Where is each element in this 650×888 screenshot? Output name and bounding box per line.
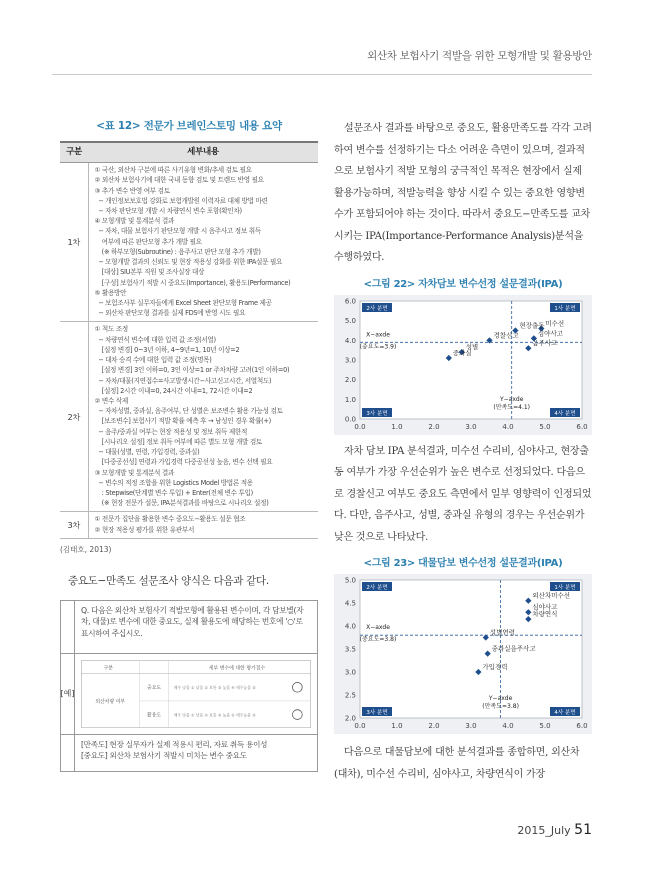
quadrant-label: 2사 분면	[366, 305, 388, 312]
detail-line: − 대차 승격 수에 대한 입력 값 조정(명목)	[94, 356, 212, 365]
example-row-importance: 중요도	[147, 685, 162, 692]
x-tick-label: 5.0	[539, 422, 551, 431]
detail-line: [설정 변경] 0~3년 이하, 4~9년=1, 10년 이상=2	[94, 345, 240, 354]
detail-line: [시나리오 설정] 정보 취득 여부에 따른 별도 모형 개발 검토	[94, 437, 262, 446]
detail-line: − 개인정보보호법 강화로 보험개발원 이력자료 대체 방법 마련	[94, 196, 268, 205]
detail-line: 여부에 따른 판단모형 추가 개발 필요	[94, 237, 202, 246]
x-tick-label: 6.0	[576, 422, 588, 431]
detail-line: ① 전문가 집단을 활용한 변수 중요도−활용도 설문 협조	[94, 515, 246, 524]
y-axe-value: (만족도=3.8)	[482, 703, 519, 710]
detail-line: − 외산차 판단모형 결과를 실제 FDS에 반영 시도 필요	[94, 309, 246, 318]
x-axe-label: X−axde	[366, 624, 390, 632]
quadrant-label: 1사 분면	[554, 305, 576, 312]
detail-line: (※ 현장 전문가 설문, IPA분석결과를 바탕으로 시나리오 설정)	[94, 499, 269, 508]
x-tick-label: 0.0	[354, 422, 366, 431]
note-satisfaction: [만족도] 현장 실무자가 실제 적용시 편리, 자료 취득 용이성	[81, 740, 268, 750]
x-tick-label: 0.0	[354, 722, 366, 730]
data-point-label: 음주사고	[532, 338, 558, 347]
example-scale-usage: 매우 낮음 ① 낮음 ② 보통 ③ 높음 ④ 매우높음 ⑤	[173, 712, 256, 718]
y-tick-label: 5.0	[344, 316, 356, 325]
data-point-label: 차량연식	[532, 610, 558, 619]
table-row	[60, 512, 318, 538]
survey-body	[75, 601, 317, 771]
ipa-chart-own-damage	[334, 295, 592, 435]
y-tick-label: 3.0	[344, 356, 356, 364]
table-source: (김태호, 2013)	[60, 544, 112, 554]
detail-line: − 대물(성별, 연령, 가입경력, 중과실)	[94, 448, 200, 457]
survey-notes	[75, 735, 317, 771]
right-column	[334, 118, 592, 785]
table-header-row	[60, 142, 318, 163]
y-tick-label: 5.0	[344, 576, 356, 585]
issue-label: 2015_July	[517, 824, 571, 837]
detail-line: [설정 변경] 3인 이하=0, 3인 이상=1 or 주차차량 고려(1인 이하=0)	[94, 366, 290, 375]
quadrant-label: 4사 분면	[554, 709, 576, 716]
detail-line: ③ 추가 변수 반영 여부 검토	[94, 186, 170, 195]
x-tick-label: 4.0	[502, 722, 514, 730]
quadrant-label: 4사 분면	[554, 410, 576, 417]
question-text: 다음은 외산차 보험사기 적발모형에 활용된 변수이며, 각 담보별(자차, 대물)로 변수에 대한 중요도, 실제 활용도에 해당하는 번호에 '○'로 표시하여 주십시오.	[81, 605, 304, 638]
detail-line: − 자차, 대물 보험사기 판단모형 개발 시 음주사고 정보 취득	[94, 227, 261, 236]
detail-line: [설정] 2시간 이내=0, 24시간 이내=1, 72시간 이내=2	[94, 386, 253, 395]
detail-line: − 자차 판단모형 개발 시 차량연식 변수 포함(확인차)	[94, 207, 242, 216]
y-tick-label: 4.0	[344, 622, 356, 631]
data-point-label: 가입경력	[482, 663, 508, 671]
detail-line: − 차량연식 변수에 대한 입력 값 조정(서열)	[94, 335, 216, 344]
x-axe-value: (중요도=3.9)	[359, 342, 397, 350]
quadrant-label: 2사 분면	[366, 584, 388, 591]
detail-line: ② 외산차 보험사기에 대한 국내 동향 검토 및 트렌드 반영 필요	[94, 176, 264, 185]
col-stage-header: 구분	[60, 142, 88, 163]
example-header-2: 세부 변수에 대한 평가점수	[208, 665, 266, 672]
data-point-label: 심야사고	[532, 603, 558, 612]
x-tick-label: 2.0	[428, 422, 440, 431]
question-marker: Q.	[81, 605, 89, 615]
x-tick-label: 2.0	[428, 722, 440, 730]
example-header-0: 구분	[103, 665, 113, 672]
left-column	[60, 118, 318, 772]
survey-label-column	[61, 601, 75, 771]
y-axe-label: Y−axde	[488, 695, 513, 702]
stage-cell: 3차	[60, 512, 88, 538]
survey-question	[75, 601, 317, 653]
data-point-label: 경찰신고	[493, 330, 519, 339]
detail-line: − 자차성별, 중과실, 음주여부, 단 성별은 보조변수 활용 가능성 검토	[94, 407, 283, 416]
header-divider	[52, 74, 592, 75]
table-row	[60, 322, 318, 512]
page-number: 51	[574, 822, 592, 838]
y-tick-label: 3.5	[344, 645, 356, 654]
detail-line: ① 척도 조정	[94, 325, 128, 334]
x-tick-label: 1.0	[391, 722, 403, 730]
data-point-label: 성별	[465, 342, 479, 351]
y-axe-label: Y−axde	[499, 395, 524, 403]
example-scale-importance: 매우 낮음 ① 낮음 ② 보통 ③ 높음 ④ 매우높음 ⑤	[173, 685, 256, 691]
x-tick-label: 4.0	[502, 422, 514, 431]
data-point-label: 중과실음주사고	[491, 644, 536, 653]
data-point-label: 심야사고	[537, 328, 564, 337]
detail-line: [대상] SIU본부 직원 및 조사실장 대상	[94, 268, 205, 277]
y-tick-label: 3.0	[344, 668, 356, 677]
detail-line: − 변수의 적정 조합을 위한 Logistics Model 방법론 적용	[94, 478, 253, 487]
page-footer	[517, 822, 592, 838]
data-point-label: 중과실	[452, 348, 472, 357]
brainstorming-table	[60, 141, 318, 539]
detail-line: − 자차/대물(지연접수=사고발생시간−사고신고시간, 서열척도)	[94, 376, 272, 385]
detail-line: (※ 하부모형(Subroutine) : 음주사고 판단 모형 추가 개발)	[94, 247, 261, 256]
x-tick-label: 5.0	[539, 722, 551, 730]
detail-line: ③ 모형개발 및 통계분석 결과	[94, 468, 175, 477]
y-tick-label: 4.0	[344, 336, 356, 345]
quadrant-label: 1사 분면	[554, 584, 576, 591]
y-tick-label: 0.0	[344, 415, 356, 423]
figure-23-title: <그림 23> 대물담보 변수선정 설문결과(IPA)	[363, 558, 563, 569]
y-tick-label: 2.5	[344, 691, 356, 700]
detail-line: ④ 모형개발 및 통계분석 결과	[94, 217, 175, 226]
y-tick-label: 2.0	[344, 375, 356, 384]
y-tick-label: 4.5	[344, 599, 356, 608]
example-row-label: 외산차량 여부	[95, 698, 126, 705]
x-tick-label: 1.0	[391, 422, 403, 431]
table-12-title: <표 12> 전문가 브레인스토밍 내용 요약	[96, 120, 282, 132]
example-row-usage: 활용도	[147, 712, 162, 719]
table-body	[60, 163, 318, 539]
detail-line: [구성] 보험사기 적발 시 중요도(Importance), 활용도(Performance)	[94, 278, 291, 287]
x-tick-label: 3.0	[465, 722, 477, 730]
detail-line: ① 국산, 외산차 구분에 따른 사기유형 변화/추세 검토 필요	[94, 166, 252, 175]
detail-line: − 음주/중과실 여부는 현장 적용성 및 정보 취득 제한적	[94, 427, 248, 436]
y-tick-label: 2.0	[344, 714, 356, 723]
y-tick-label: 1.0	[344, 395, 356, 404]
detail-line: ② 현장 적용성 평가를 위한 유관부서	[94, 525, 195, 534]
data-point-label: 미수선	[545, 319, 565, 328]
data-point-label: 외산차미수선	[532, 591, 571, 600]
detail-line: ⑤ 활용방안	[94, 288, 127, 297]
x-tick-label: 6.0	[576, 722, 588, 730]
data-point-label: 성별연령	[489, 628, 515, 637]
stage-cell: 2차	[60, 322, 88, 512]
plot-area	[360, 580, 582, 718]
stage-cell: 1차	[60, 163, 88, 322]
x-axe-value: (중요도=3.8)	[359, 636, 397, 644]
paragraph-2: 자차 담보 IPA 분석결과, 미수선 수리비, 심야사고, 현장출동 여부가 가장 우선순위가 높은 변수로 선정되었다. 다음으로 경찰신고 여부도 중요도 측면에서 일부 영향력이 인정되었다. 다만, 음주사고, 성별, 중과실 유형의 경우는 우선순위가 낮은 것으로 나타났다.	[334, 445, 592, 543]
detail-line: : Stepwise(단계별 변수 투입) + Enter(전체 변수 투입)	[94, 488, 253, 497]
detail-line: − 보험조사부 실무자들에게 Excel Sheet 판단모형 Frame 제공	[94, 299, 272, 308]
detail-cell	[88, 163, 318, 322]
detail-cell	[88, 512, 318, 538]
data-point-label: 현장출동	[519, 321, 545, 329]
figure-22-title: <그림 22> 자차담보 변수선정 설문결과(IPA)	[363, 278, 563, 290]
quadrant-label: 3사 분면	[366, 410, 388, 417]
y-axe-value: (만족도=4.1)	[493, 403, 531, 411]
survey-intro: 중요도−만족도 설문조사 양식은 다음과 같다.	[68, 574, 269, 587]
ipa-chart-property-damage	[334, 574, 592, 734]
col-detail-header: 세부내용	[88, 142, 318, 163]
detail-line: [보조변수] 보험사기 적발 확률 예측 후 → 남성인 경우 확률(+)	[94, 417, 271, 426]
table-row	[60, 163, 318, 322]
x-tick-label: 3.0	[465, 422, 477, 431]
detail-line: − 모형개발 결과의 신뢰도 및 현장 적용성 강화를 위한 IPA설문 필요	[94, 258, 283, 267]
detail-line: ② 변수 삭제	[94, 396, 128, 405]
quadrant-label: 3사 분면	[366, 709, 388, 716]
example-rating-table	[81, 660, 311, 728]
y-tick-label: 6.0	[344, 297, 356, 305]
x-axe-label: X−axde	[366, 330, 390, 338]
paragraph-3: 다음으로 대물담보에 대한 분석결과를 종합하면, 외산차(대차), 미수선 수리비, 심야사고, 차량연식이 가장	[334, 747, 580, 780]
detail-line: [다중공선성] 연령과 가입경력 다중공선성 높음, 변수 선택 필요	[94, 458, 273, 467]
detail-cell	[88, 322, 318, 512]
note-importance: [중요도] 외산차 보험사기 적발시 미치는 변수 중요도	[81, 751, 247, 761]
running-header: 외산차 보험사기 적발을 위한 모형개발 및 활용방안	[367, 50, 592, 62]
survey-form-box	[60, 600, 318, 772]
example-label: [예]	[61, 653, 74, 735]
paragraph-1: 설문조사 결과를 바탕으로 중요도, 활용만족도를 각각 고려하여 변수를 선정하기는 다소 어려운 측면이 있으며, 결과적으로 보험사기 적발 모형의 궁극적인 목적은 현장에서 실제 활용가능하며, 적발능력을 향상 시킬 수 있는 중요한 영향변수가 포함되어야 하는 것이다. 따라서 중요도−만족도를 교차시키는 IPA(Importance-Performance Analysis)분석을 수행하였다.	[334, 123, 592, 263]
survey-example	[75, 653, 317, 735]
